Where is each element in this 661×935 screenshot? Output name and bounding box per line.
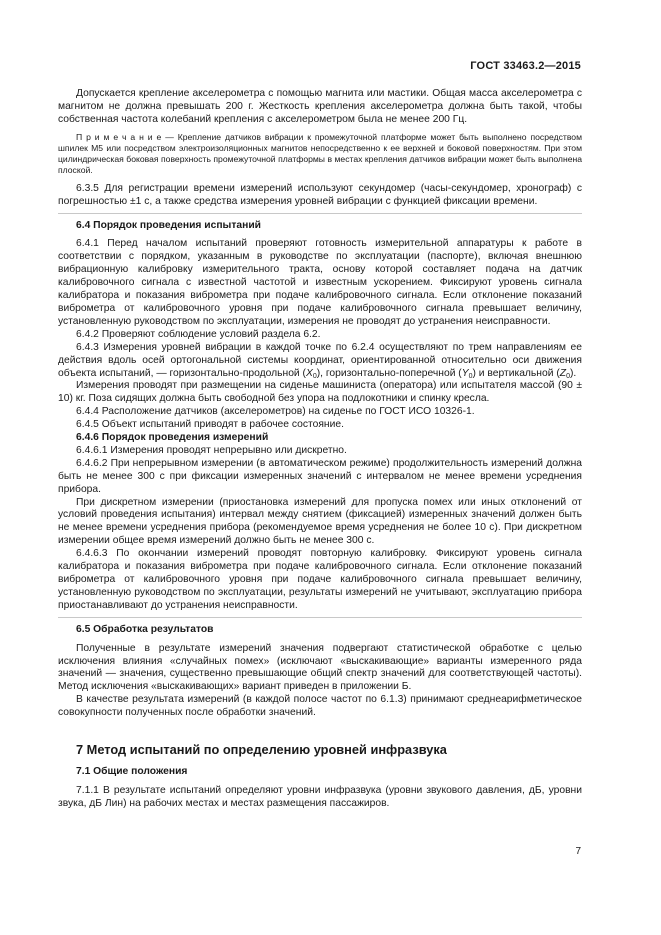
subscript-zero: 0 [312, 372, 317, 380]
heading-6-5: 6.5 Обработка результатов [76, 623, 214, 635]
paragraph-6-4-6-3: 6.4.6.3 По окончании измерений проводят повторную калибровку. Фиксируют уровень сигнала калибратора и показания виброметра при подаче калибровочного сигнала. Если отклонение показаний виброметра от калибровочного уровня при подаче калибровочного сигнала превышает величину, установленную руководством по эксплуатации, результаты измерений не учитывают, эксплуатацию прибора приостанавливают до устранения неисправности. [58, 548, 582, 611]
text-fragment: ) и вертикальной ( [472, 367, 560, 379]
heading-6-4: 6.4 Порядок проведения испытаний [76, 219, 261, 231]
paragraph-seating: Измерения проводят при размещении на сиденье машиниста (оператора) или испытателя массой (90 ± 10) кг. Поза сидящих должна быть свободной без упора на подлокотники и спинку кресла. [58, 380, 582, 405]
subscript-zero: 0 [566, 372, 570, 380]
heading-section-7: 7 Метод испытаний по определению уровней инфразвука [76, 742, 447, 758]
paragraph-discrete: При дискретном измерении (приостановка измерений для пропуска помех или иных отклонений от условий проведения испытания) интервал между снятием (фиксацией) измеренных значений должен быть не менее времени усреднения прибора (рекомендуемое время усреднения не более 10 с). При дискретном измерении общее время измерений должно быть не менее 300 с. [58, 496, 582, 547]
axis-symbol-z: Z [559, 367, 567, 379]
paragraph-7-1-1: 7.1.1 В результате испытаний определяют уровни инфразвука (уровни звукового давления, дБ, уровни звука, дБ Лин) на рабочих местах и местах размещения пассажиров. [58, 784, 582, 809]
paragraph-6-3-5: 6.3.5 Для регистрации времени измерений используют секундомер (часы-секундомер, хронограф) с погрешностью ±1 с, а также средства измерения уровней вибрации с функцией фиксации времени. [58, 182, 582, 207]
section-divider [58, 213, 582, 214]
text-fragment: ). [569, 367, 577, 379]
section-divider [58, 617, 582, 618]
axis-symbol-y: Y [461, 367, 469, 379]
paragraph-magnet-mount: Допускается крепление акселерометра с помощью магнита или мастики. Общая масса акселерометра с магнитом не должна превышать 200 г. Жесткость крепления акселерометра должна быть такой, чтобы собственная частота колебаний крепления с акселерометром была не менее 200 Гц. [58, 88, 582, 125]
document-header: ГОСТ 33463.2—2015 [470, 60, 581, 72]
note-paragraph: П р и м е ч а н и е — Крепление датчиков вибрации к промежуточной платформе может быть выполнено посредством шпилек М5 или посредством электроизоляционных магнитов непосредственно к ее верхней и боковой поверхностям. При этом цилиндрическая боковая поверхность промежуточной платформы в местах крепления датчиков вибрации может быть выполнена плоской. [58, 131, 582, 175]
paragraph-6-4-5: 6.4.5 Объект испытаний приводят в рабочее состояние. [76, 419, 344, 431]
paragraph-6-4-6-2: 6.4.6.2 При непрерывном измерении (в автоматическом режиме) продолжительность измерений должна быть не менее 300 с при фиксации измеренных значений с интервалом не менее времени усреднения прибора. [58, 457, 582, 495]
paragraph-6-4-4: 6.4.4 Расположение датчиков (акселерометров) на сиденье по ГОСТ ИСО 10326-1. [76, 406, 475, 418]
axis-symbol-x: X [305, 367, 313, 379]
paragraph-6-5-a: Полученные в результате измерений значения подвергают статистической обработке с целью исключения влияния «случайных помех» (исключают «выскакивающие» варианты измеренного ряда значений — значения, существенно превышающие общий спектр значений для соответствующей частоты). Метод исключения «выскакивающих» вариант приведен в приложении Б. [58, 642, 582, 693]
subscript-zero: 0 [468, 372, 473, 380]
heading-7-1: 7.1 Общие положения [76, 766, 188, 778]
spacer [58, 720, 582, 742]
paragraph-6-5-b: В качестве результата измерений (в каждой полосе частот по 6.1.3) принимают среднеарифметическое совокупности полученных после обработки значений. [58, 694, 582, 719]
paragraph-6-4-3 [58, 342, 582, 381]
paragraph-6-4-2: 6.4.2 Проверяют соблюдение условий раздела 6.2. [76, 328, 321, 340]
paragraph-6-4-1: 6.4.1 Перед началом испытаний проверяют готовность измерительной аппаратуры к работе в соответствии с порядком, указанным в руководстве по эксплуатации (паспорте), включая внешнюю вибрационную калибровку измерительного тракта, основу которой составляет подача на датчик калибровочного сигнала с известной частотой и известным ускорением. Фиксируют уровень сигнала калибратора и показания виброметра при подаче калибровочного сигнала. Если отклонение показаний виброметра от калибровочного уровня при подаче калибровочного сигнала превышает величину, установленную руководством по эксплуатации, измерения не проводят до устранения неисправности. [58, 238, 582, 327]
page-content [58, 88, 582, 811]
page-number: 7 [575, 846, 581, 857]
text-fragment: ), горизонтально-поперечной ( [316, 367, 462, 379]
paragraph-6-4-6-1: 6.4.6.1 Измерения проводят непрерывно или дискретно. [76, 444, 347, 456]
heading-6-4-6: 6.4.6 Порядок проведения измерений [76, 432, 269, 444]
text-fragment: 6.4.3 Измерения уровней вибрации в каждой точке по 6.2.4 осуществляют по трем направлениям ее действия вдоль осей ортогональной системы координат, ориентированной относительно оси движения объекта испытаний, — горизонтально-продольной ( [58, 341, 582, 379]
